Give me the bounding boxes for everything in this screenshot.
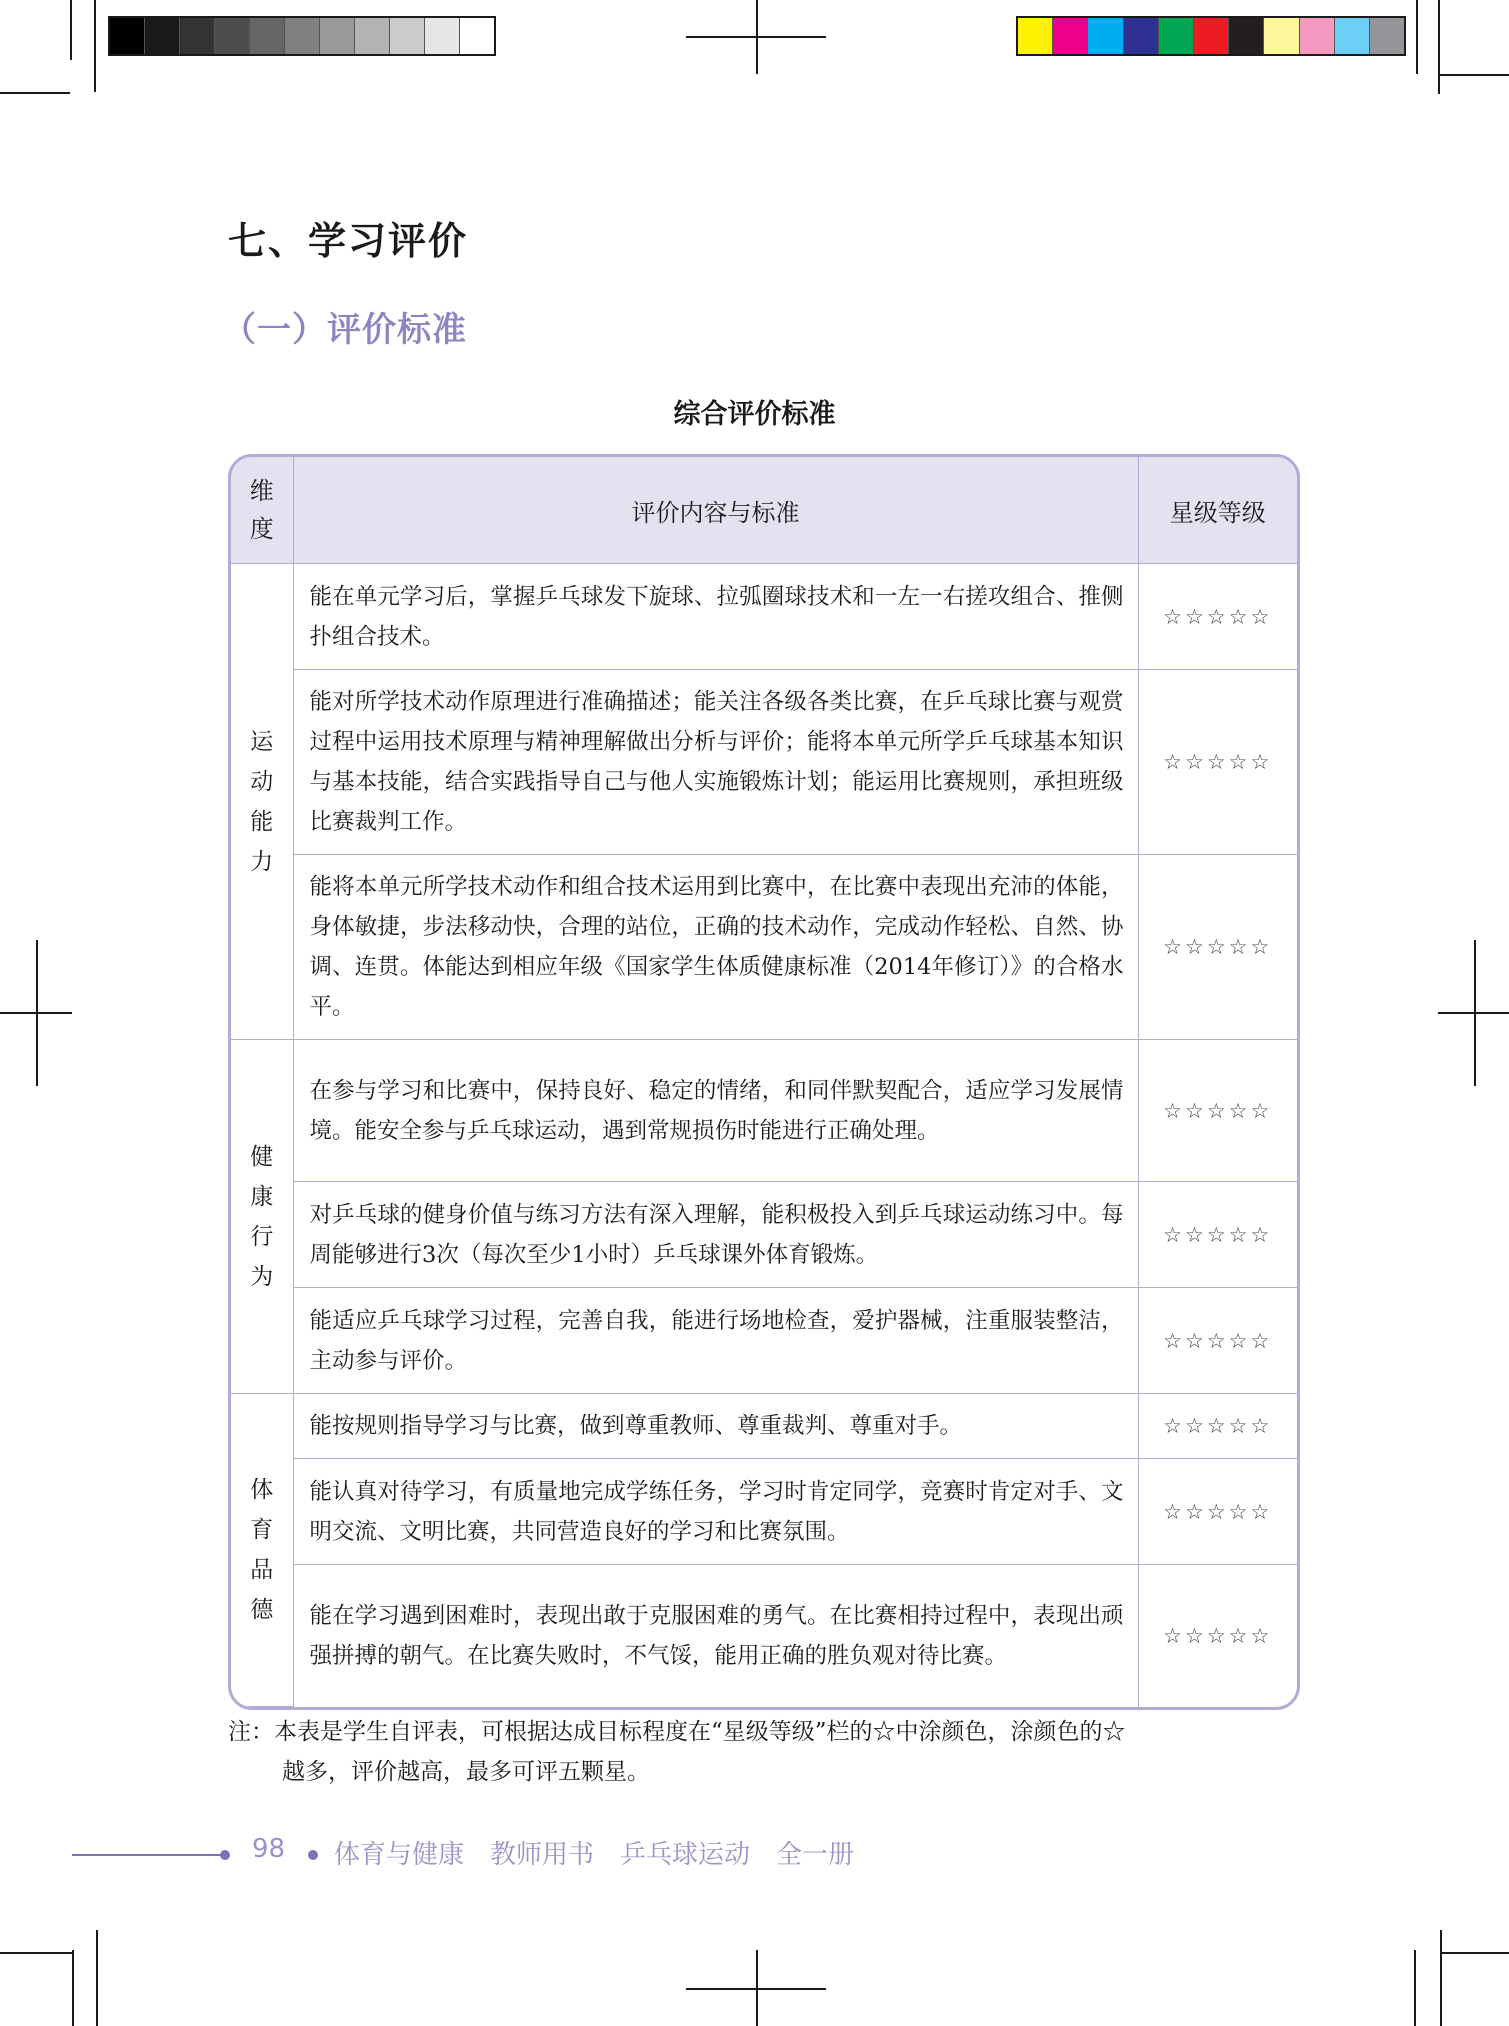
dimension-char: 动 xyxy=(250,768,274,795)
criteria-text: 对乒乓球的健身价值与练习方法有深入理解，能积极投入到乒乓球运动练习中。每周能够进行3次（每次至少1小时）乒乓球课外体育锻炼。 xyxy=(293,1182,1138,1288)
star-rating[interactable]: ☆☆☆☆☆ xyxy=(1138,1459,1297,1565)
table-row xyxy=(231,1565,1297,1707)
header-stars: 星级等级 xyxy=(1138,457,1297,564)
color-swatch xyxy=(1159,18,1194,54)
color-swatch xyxy=(215,18,250,54)
table-title: 综合评价标准 xyxy=(673,399,836,430)
table-row xyxy=(231,564,1297,670)
star-rating[interactable]: ☆☆☆☆☆ xyxy=(1138,1288,1297,1394)
criteria-text: 能按规则指导学习与比赛，做到尊重教师、尊重裁判、尊重对手。 xyxy=(293,1394,1138,1459)
color-swatch xyxy=(110,18,145,54)
table-row xyxy=(231,670,1297,855)
dimension-char: 育 xyxy=(250,1517,274,1543)
header-dimension xyxy=(231,457,293,564)
dimension-cell-motor-ability xyxy=(231,564,293,1040)
star-rating[interactable]: ☆☆☆☆☆ xyxy=(1138,1040,1297,1182)
color-swatch xyxy=(425,18,460,54)
header-content: 评价内容与标准 xyxy=(293,457,1138,564)
color-swatch xyxy=(1088,18,1123,54)
table-row xyxy=(231,1459,1297,1565)
color-swatch xyxy=(250,18,285,54)
criteria-text: 能对所学技术动作原理进行准确描述；能关注各级各类比赛，在乒乓球比赛与观赏过程中运用技术原理与精神理解做出分析与评价；能将本单元所学乒乓球基本知识与基本技能，结合实践指导自己与他人实施锻炼计划；能运用比赛规则，承担班级比赛裁判工作。 xyxy=(293,670,1138,855)
footer-rule xyxy=(72,1854,222,1856)
table-row xyxy=(231,1394,1297,1459)
criteria-text: 能认真对待学习，有质量地完成学练任务，学习时肯定同学，竞赛时肯定对手、文明交流、文明比赛，共同营造良好的学习和比赛氛围。 xyxy=(293,1459,1138,1565)
table-note xyxy=(228,1712,1300,1792)
color-swatch xyxy=(390,18,425,54)
table-row xyxy=(231,1182,1297,1288)
dimension-char: 康 xyxy=(250,1183,274,1210)
color-swatch xyxy=(1370,18,1404,54)
star-rating[interactable]: ☆☆☆☆☆ xyxy=(1138,1182,1297,1288)
note-line-1: 注：本表是学生自评表，可根据达成目标程度在“星级等级”栏的☆中涂颜色，涂颜色的☆ xyxy=(228,1719,1126,1745)
criteria-text: 能在学习遇到困难时，表现出敢于克服困难的勇气。在比赛相持过程中，表现出顽强拼搏的朝气。在比赛失败时，不气馁，能用正确的胜负观对待比赛。 xyxy=(293,1565,1138,1707)
color-swatch xyxy=(180,18,215,54)
criteria-text: 能将本单元所学技术动作和组合技术运用到比赛中，在比赛中表现出充沛的体能，身体敏捷，步法移动快，合理的站位，正确的技术动作，完成动作轻松、自然、协调、连贯。体能达到相应年级《国家学生体质健康标准（2014年修订）》的合格水平。 xyxy=(293,855,1138,1040)
note-line-2: 越多，评价越高，最多可评五颗星。 xyxy=(282,1759,650,1785)
color-swatch xyxy=(1264,18,1299,54)
star-rating[interactable]: ☆☆☆☆☆ xyxy=(1138,670,1297,855)
color-swatch xyxy=(355,18,390,54)
dimension-char: 德 xyxy=(250,1597,274,1623)
page-number: 98 xyxy=(252,1834,286,1864)
header-dimension-line1: 维 xyxy=(249,477,274,505)
color-swatch xyxy=(320,18,355,54)
section-title: 七、学习评价 xyxy=(228,219,469,263)
color-swatch xyxy=(1124,18,1159,54)
dimension-char: 品 xyxy=(250,1557,274,1583)
evaluation-table xyxy=(228,454,1300,1710)
color-swatch xyxy=(1194,18,1229,54)
dimension-char: 体 xyxy=(250,1477,274,1503)
table-row xyxy=(231,855,1297,1040)
table-row xyxy=(231,1040,1297,1182)
dimension-cell-health-behavior xyxy=(231,1040,293,1394)
page-footer xyxy=(0,1834,1509,1874)
color-swatch-strip xyxy=(1016,16,1406,56)
color-swatch xyxy=(1229,18,1264,54)
star-rating[interactable]: ☆☆☆☆☆ xyxy=(1138,855,1297,1040)
book-title: 体育与健康 教师用书 乒乓球运动 全一册 xyxy=(334,1840,855,1870)
star-rating[interactable]: ☆☆☆☆☆ xyxy=(1138,1394,1297,1459)
star-rating[interactable]: ☆☆☆☆☆ xyxy=(1138,1565,1297,1707)
color-swatch xyxy=(1053,18,1088,54)
dimension-char: 运 xyxy=(250,728,274,755)
dimension-cell-sports-ethics xyxy=(231,1394,293,1707)
color-swatch xyxy=(285,18,320,54)
footer-dot xyxy=(220,1850,230,1860)
color-swatch xyxy=(145,18,180,54)
dimension-char: 健 xyxy=(250,1143,274,1170)
color-swatch xyxy=(1335,18,1370,54)
table-row xyxy=(231,1288,1297,1394)
criteria-text: 能适应乒乓球学习过程，完善自我，能进行场地检查，爱护器械，注重服装整洁，主动参与评价。 xyxy=(293,1288,1138,1394)
header-dimension-line2: 度 xyxy=(249,515,274,543)
criteria-text: 在参与学习和比赛中，保持良好、稳定的情绪，和同伴默契配合，适应学习发展情境。能安全参与乒乓球运动，遇到常规损伤时能进行正确处理。 xyxy=(293,1040,1138,1182)
color-swatch xyxy=(1300,18,1335,54)
sub-title: （一）评价标准 xyxy=(222,310,467,350)
criteria-text: 能在单元学习后，掌握乒乓球发下旋球、拉弧圈球技术和一左一右搓攻组合、推侧扑组合技术。 xyxy=(293,564,1138,670)
dimension-char: 行 xyxy=(250,1223,274,1250)
color-swatch xyxy=(460,18,494,54)
footer-dot xyxy=(308,1850,318,1860)
color-swatch xyxy=(1018,18,1053,54)
dimension-char: 能 xyxy=(250,808,274,835)
dimension-char: 为 xyxy=(250,1263,274,1290)
dimension-char: 力 xyxy=(250,848,274,875)
star-rating[interactable]: ☆☆☆☆☆ xyxy=(1138,564,1297,670)
grayscale-swatch-strip xyxy=(108,16,496,56)
table-header-row xyxy=(231,457,1297,564)
